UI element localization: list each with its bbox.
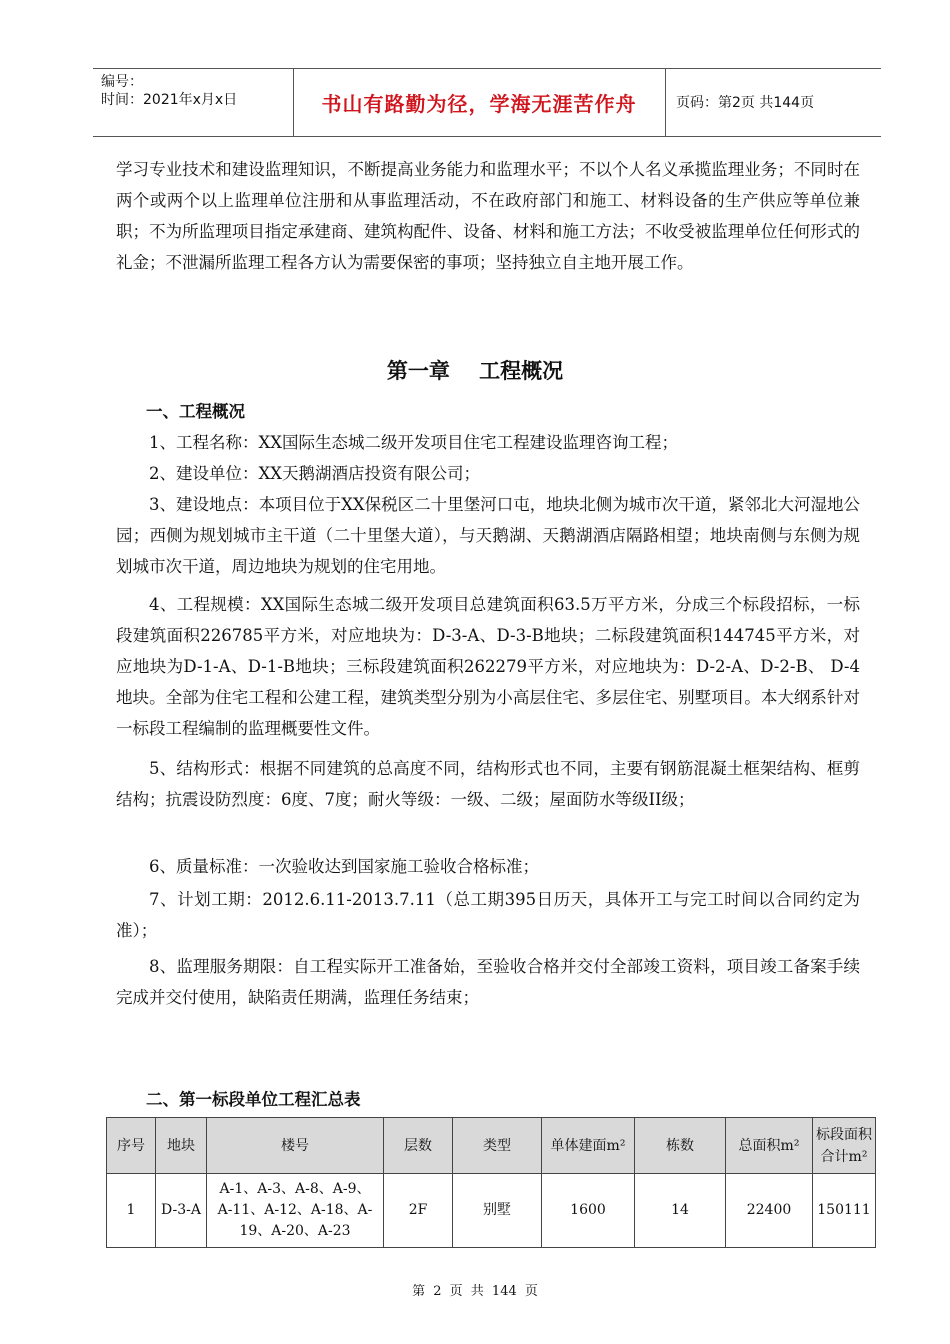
col-header-index: 序号 — [107, 1118, 156, 1174]
item-6: 6、质量标准：一次验收达到国家施工验收合格标准； — [149, 857, 539, 876]
cell-total-area: 22400 — [726, 1174, 813, 1248]
header-page-cell — [666, 69, 881, 136]
unit-summary-table — [106, 1117, 876, 1248]
cell-type: 别墅 — [453, 1174, 542, 1248]
time-label: 时间：2021年x月x日 — [101, 92, 238, 108]
col-header-section-total: 标段面积合计m² — [813, 1118, 876, 1174]
item-7: 7、计划工期：2012.6.11-2013.7.11（总工期395日历天，具体开工与完工时间以合同约定为准）； — [116, 890, 860, 940]
header-info-cell — [93, 69, 294, 136]
chapter-title: 第一章 工程概况 — [386, 359, 564, 383]
item-8: 8、监理服务期限：自工程实际开工准备始，至验收合格并交付全部竣工资料，项目竣工备案手续完成并交付使用，缺陷责任期满，监理任务结束； — [116, 957, 860, 1007]
cell-building: A-1、A-3、A-8、A-9、A-11、A-12、A-18、A-19、A-20、A-23 — [207, 1174, 384, 1248]
cell-section-total: 150111 — [813, 1174, 876, 1248]
page-label: 页码：第2页 共144页 — [676, 94, 815, 111]
item-4: 4、工程规模：XX国际生态城二级开发项目总建筑面积63.5万平方米，分成三个标段招标，一标段建筑面积226785平方米，对应地块为：D-3-A、D-3-B地块；二标段建筑面积144745平方米，对应地块为D-1-A、D-1-B地块；三标段建筑面积262279平方米，对应地块为：D-2-A、D-2-B、 D-4地块。全部为住宅工程和公建工程，建筑类型分别为小高层住宅、多层住宅、别墅项目。本大纲系针对一标段工程编制的监理概要性文件。 — [116, 595, 860, 738]
col-header-total-area: 总面积m² — [726, 1118, 813, 1174]
item-1: 1、工程名称：XX国际生态城二级开发项目住宅工程建设监理咨询工程； — [149, 433, 678, 452]
col-header-count: 栋数 — [635, 1118, 726, 1174]
page-header — [93, 68, 881, 137]
page-footer: 第 2 页 共 144 页 — [412, 1284, 538, 1299]
col-header-building: 楼号 — [207, 1118, 384, 1174]
cell-floors: 2F — [384, 1174, 453, 1248]
section2-heading: 二、第一标段单位工程汇总表 — [146, 1090, 361, 1109]
col-header-unit-area: 单体建面m² — [542, 1118, 635, 1174]
code-label: 编号： — [101, 74, 143, 90]
cell-index: 1 — [107, 1174, 156, 1248]
item-5: 5、结构形式：根据不同建筑的总高度不同，结构形式也不同，主要有钢筋混凝土框架结构、框剪结构；抗震设防烈度：6度、7度；耐火等级：一级、二级；屋面防水等级II级； — [116, 759, 860, 809]
table-row — [107, 1174, 876, 1248]
col-header-floors: 层数 — [384, 1118, 453, 1174]
col-header-type: 类型 — [453, 1118, 542, 1174]
cell-count: 14 — [635, 1174, 726, 1248]
intro-paragraph: 学习专业技术和建设监理知识，不断提高业务能力和监理水平；不以个人名义承揽监理业务；不同时在两个或两个以上监理单位注册和从事监理活动，不在政府部门和施工、材料设备的生产供应等单位兼职；不为所监理项目指定承建商、建筑构配件、设备、材料和施工方法；不收受被监理单位任何形式的礼金；不泄漏所监理工程各方认为需要保密的事项；坚持独立自主地开展工作。 — [116, 160, 860, 272]
section1-heading: 一、工程概况 — [146, 402, 245, 421]
header-motto-cell — [293, 69, 666, 136]
item-2: 2、建设单位：XX天鹅湖酒店投资有限公司； — [149, 464, 480, 483]
motto-text: 书山有路勤为径，学海无涯苦作舟 — [321, 92, 637, 116]
item-3: 3、建设地点：本项目位于XX保税区二十里堡河口屯，地块北侧为城市次干道，紧邻北大河湿地公园；西侧为规划城市主干道（二十里堡大道），与天鹅湖、天鹅湖酒店隔路相望；地块南侧与东侧为规划城市次干道，周边地块为规划的住宅用地。 — [116, 495, 860, 576]
col-header-plot: 地块 — [156, 1118, 207, 1174]
table-header-row — [107, 1118, 876, 1174]
cell-plot: D-3-A — [156, 1174, 207, 1248]
cell-unit-area: 1600 — [542, 1174, 635, 1248]
